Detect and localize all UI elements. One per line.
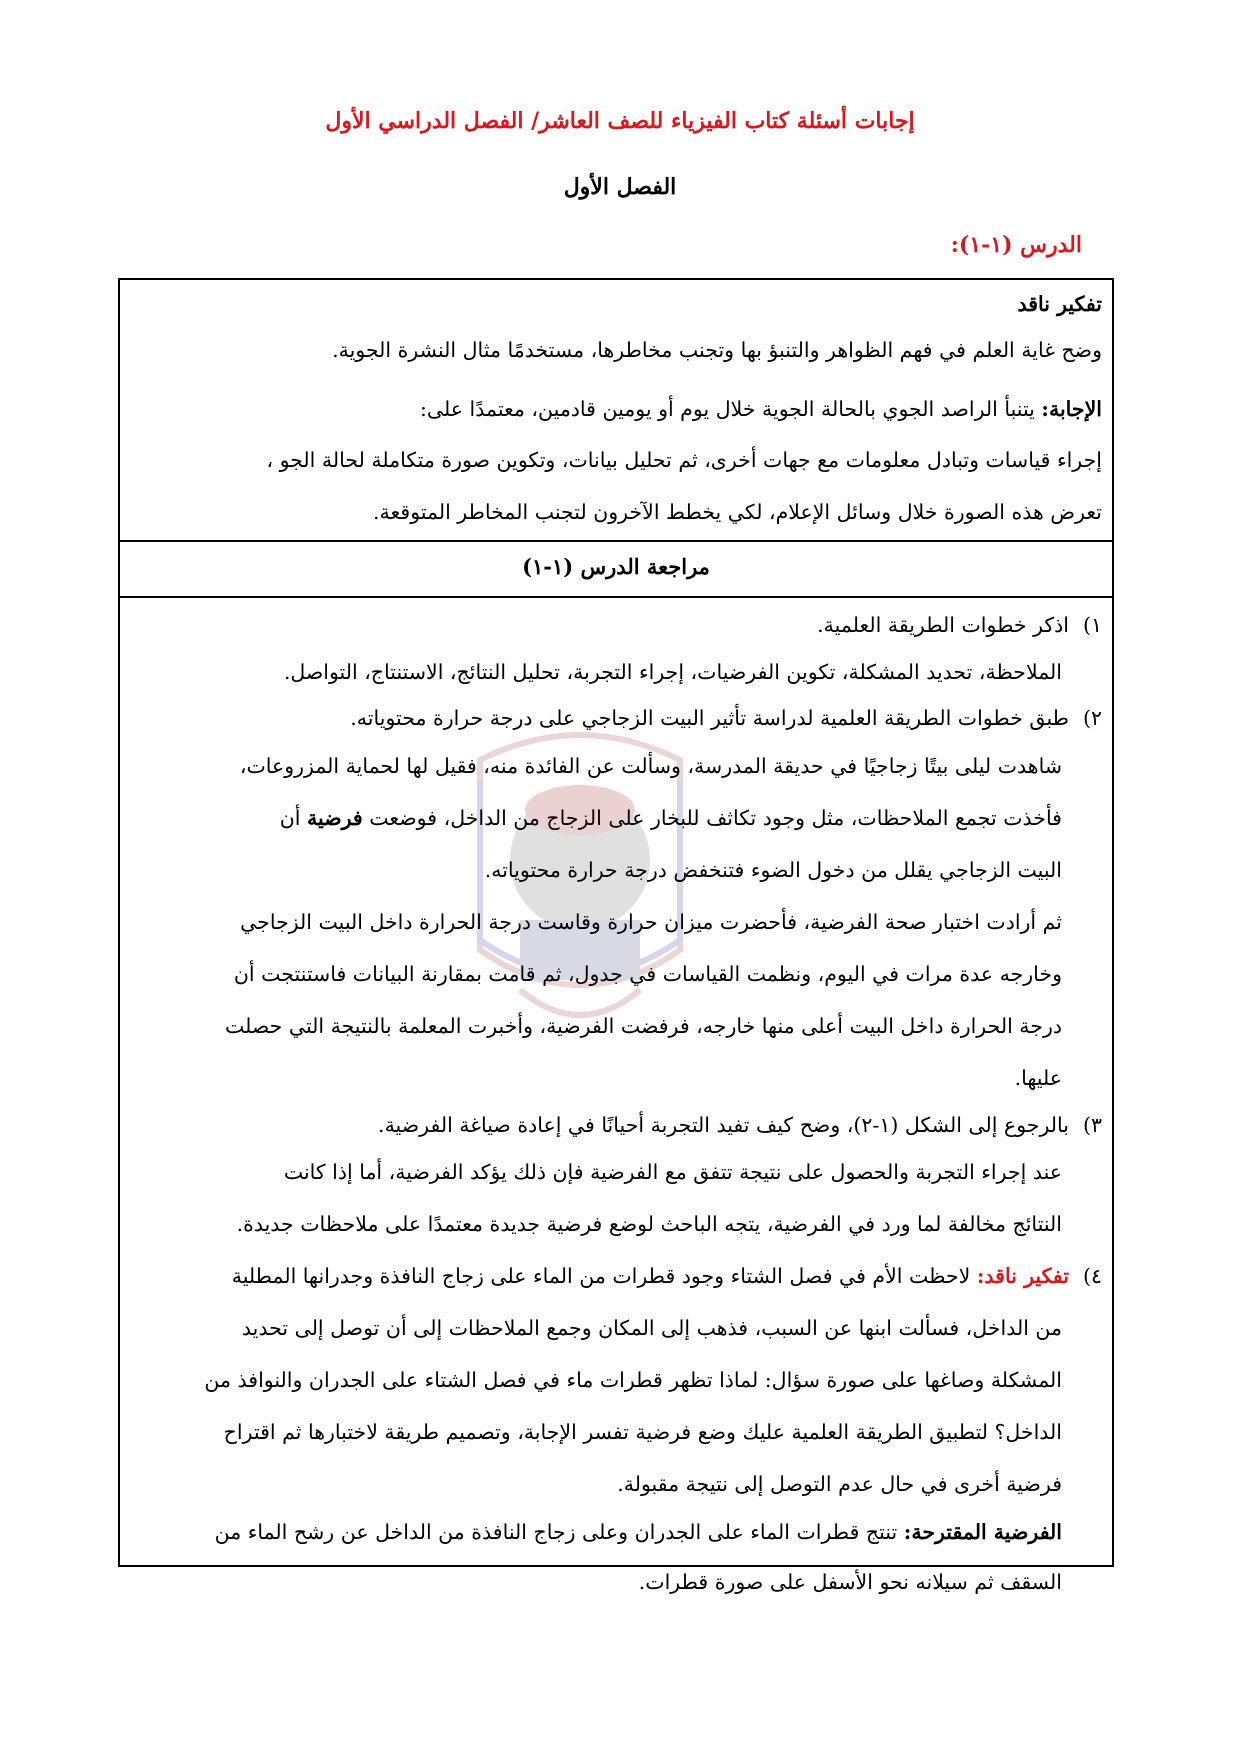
q2-answer-line-1: شاهدت ليلى بيتًا زجاجيًا في حديقة المدرسة، وسألت عن الفائدة منه، فقيل لها لحماية المزروعات، [239, 754, 1062, 778]
review-title: مراجعة الدرس (١-١) [522, 554, 710, 579]
q4-number: ٤) [1082, 1264, 1102, 1288]
q2-number: ٢) [1082, 706, 1102, 730]
divider [120, 540, 1112, 542]
q2-text: طبق خطوات الطريقة العلمية لدراسة تأثير البيت الزجاجي على درجة حرارة محتوياته. [350, 706, 1069, 730]
critical-thinking-label: تفكير ناقد [1017, 292, 1102, 316]
critical-thinking-question: وضح غاية العلم في فهم الظواهر والتنبؤ بها وتجنب مخاطرها، مستخدمًا مثال النشرة الجوية. [332, 338, 1102, 362]
q2-answer-line-4: ثم أرادت اختبار صحة الفرضية، فأحضرت ميزان حرارة وقاست درجة الحرارة داخل البيت الزجاجي [240, 910, 1062, 934]
q3-text: بالرجوع إلى الشكل (١-٢)، وضح كيف تفيد التجربة أحيانًا في إعادة صياغة الفرضية. [378, 1113, 1069, 1137]
q4-question-line-1 [232, 1264, 1102, 1288]
q2-answer-line-6: درجة الحرارة داخل البيت أعلى منها خارجه، فرفضت الفرضية، وأخبرت المعلمة بالنتيجة التي حصلت [224, 1014, 1062, 1038]
document-title: إجابات أسئلة كتاب الفيزياء للصف العاشر/ الفصل الدراسي الأول [325, 108, 915, 134]
content-box [118, 278, 1114, 1594]
q4-hypothesis-text: تنتج قطرات الماء على الجدران وعلى زجاج النافذة من الداخل عن رشح الماء من [214, 1520, 898, 1544]
answer-label: الإجابة: [1041, 397, 1102, 421]
lesson-heading: الدرس (١-١): [950, 232, 1082, 258]
q4-critical-thinking-label: تفكير ناقد: [976, 1264, 1069, 1288]
q4-line1-text: لاحظت الأم في فصل الشتاء وجود قطرات من الماء على زجاج النافذة وجدرانها المطلية [231, 1264, 971, 1288]
q2-hypothesis-word: فرضية [307, 806, 363, 830]
q2-answer-line-2 [280, 806, 1062, 830]
q3-question [378, 1113, 1102, 1137]
answer-line-2: تعرض هذه الصورة خلال وسائل الإعلام، لكي يخطط الآخرون لتجنب المخاطر المتوقعة. [373, 500, 1102, 524]
answer-intro-line [420, 397, 1102, 421]
q1-number: ١) [1082, 613, 1102, 637]
q2-line2-end: أن [279, 806, 301, 830]
q2-answer-line-7: عليها. [1014, 1066, 1062, 1090]
divider [120, 596, 1112, 598]
q4-hypothesis-line-1 [215, 1520, 1062, 1544]
answer-line-1: إجراء قياسات وتبادل معلومات مع جهات أخرى، ثم تحليل بيانات، وتكوين صورة متكاملة لحالة الجو ، [266, 448, 1102, 472]
answer-intro: يتنبأ الراصد الجوي بالحالة الجوية خلال يوم أو يومين قادمين، معتمدًا على: [420, 397, 1035, 421]
q3-answer-line-2: النتائج مخالفة لما ورد في الفرضية، يتجه الباحث لوضع فرضية جديدة معتمدًا على ملاحظات جديدة. [236, 1212, 1062, 1236]
q4-question-line-3: المشكلة وصاغها على صورة سؤال: لماذا تظهر قطرات ماء في فصل الشتاء على الجدران والنوافذ من [204, 1368, 1062, 1392]
q4-question-line-4: الداخل؟ لتطبيق الطريقة العلمية عليك وضع فرضية تفسر الإجابة، وتصميم طريقة لاختبارها ثم اقتراح [223, 1420, 1062, 1444]
q3-number: ٣) [1082, 1113, 1102, 1137]
chapter-title: الفصل الأول [563, 174, 677, 200]
q2-answer-line-5: وخارجه عدة مرات في اليوم، ونظمت القياسات في جدول، ثم قامت بمقارنة البيانات فاستنتجت أن [233, 962, 1062, 986]
q2-line2-start: فأخذت تجمع الملاحظات، مثل وجود تكاثف للبخار على الزجاج من الداخل، فوضعت [369, 806, 1062, 830]
q4-hypothesis-line-2: السقف ثم سيلانه نحو الأسفل على صورة قطرات. [638, 1570, 1062, 1594]
q1-answer: الملاحظة، تحديد المشكلة، تكوين الفرضيات، إجراء التجربة، تحليل النتائج، الاستنتاج، التواصل. [283, 660, 1062, 684]
q2-question [350, 706, 1102, 730]
q4-hypothesis-label: الفرضية المقترحة: [903, 1520, 1062, 1544]
q3-answer-line-1: عند إجراء التجربة والحصول على نتيجة تتفق مع الفرضية فإن ذلك يؤكد الفرضية، أما إذا كانت [283, 1160, 1062, 1184]
q1-question [817, 613, 1102, 637]
q2-answer-line-3: البيت الزجاجي يقلل من دخول الضوء فتنخفض درجة حرارة محتوياته. [484, 858, 1062, 882]
q4-question-line-5: فرضية أخرى في حال عدم التوصل إلى نتيجة مقبولة. [617, 1472, 1062, 1496]
q4-question-line-2: من الداخل، فسألت ابنها عن السبب، فذهب إلى المكان وجمع الملاحظات إلى أن توصل إلى تحديد [241, 1316, 1062, 1340]
q1-text: اذكر خطوات الطريقة العلمية. [817, 613, 1069, 637]
